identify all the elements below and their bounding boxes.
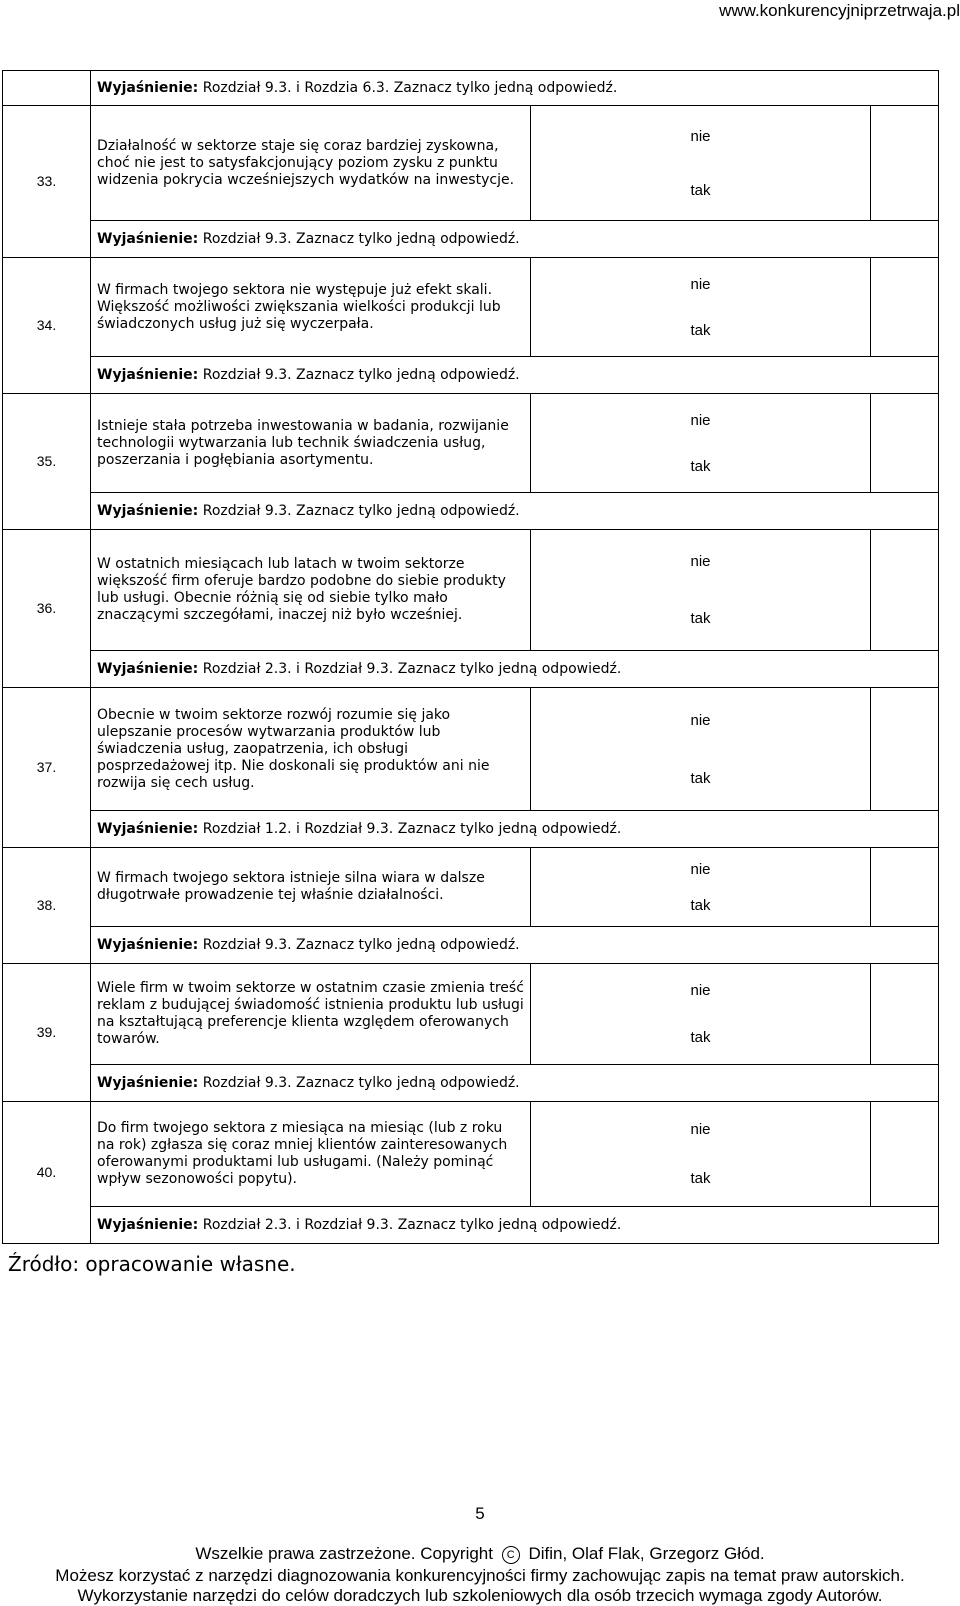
answer-yes[interactable]: tak (690, 610, 711, 627)
answer-yes[interactable]: tak (690, 457, 711, 475)
explanation-prefix: Wyjaśnienie: (97, 660, 199, 677)
explanation-cell (91, 493, 939, 530)
question-text: Istnieje stała potrzeba inwestowania w badania, rozwijanie technologii wytwarzania lub technik świadczenia usług, poszerzania i pogłębiania asortymentu. (91, 394, 531, 493)
explanation-cell (91, 811, 939, 848)
explanation-prefix: Wyjaśnienie: (97, 79, 199, 96)
answer-options (531, 106, 871, 221)
question-text: Wiele firm w twoim sektorze w ostatnim czasie zmienia treść reklam z budującej świadomość istnienia produktu lub usługi na kształtującą preferencje klienta względem oferowanych towarów. (91, 964, 531, 1065)
explanation-row (3, 651, 939, 688)
answer-options (531, 848, 871, 927)
footer-copyright-prefix: Wszelkie prawa zastrzeżone. Copyright (195, 1544, 493, 1563)
explanation-prefix: Wyjaśnienie: (97, 820, 199, 837)
explanation-prefix: Wyjaśnienie: (97, 936, 199, 953)
question-number: 36. (3, 530, 91, 688)
source-note: Źródło: opracowanie własne. (8, 1252, 296, 1276)
explanation-text: Rozdział 9.3. Zaznacz tylko jedną odpowiedź. (202, 936, 520, 953)
page-number: 5 (475, 1504, 485, 1523)
answer-options (531, 1102, 871, 1207)
answer-yes[interactable]: tak (690, 321, 711, 339)
footer-copyright (0, 1543, 960, 1564)
explanation-prefix: Wyjaśnienie: (97, 1216, 199, 1233)
answer-no[interactable]: nie (690, 275, 711, 293)
question-row (3, 688, 939, 811)
answer-options (531, 530, 871, 651)
question-number: 40. (3, 1102, 91, 1244)
explanation-cell (91, 927, 939, 964)
answer-no[interactable]: nie (690, 553, 711, 570)
explanation-cell (91, 71, 939, 106)
question-number: 35. (3, 394, 91, 530)
question-text: W ostatnich miesiącach lub latach w twoim sektorze większość firm oferuje bardzo podobne do siebie produkty lub usługi. Obecnie różnią się od siebie tylko mało znaczącymi szczegółami, inaczej niż było wcześniej. (91, 530, 531, 651)
answer-no[interactable]: nie (690, 127, 711, 145)
explanation-text: Rozdział 1.2. i Rozdział 9.3. Zaznacz tylko jedną odpowiedź. (202, 820, 622, 837)
explanation-prefix: Wyjaśnienie: (97, 230, 199, 247)
answer-no[interactable]: nie (690, 711, 711, 729)
question-row (3, 106, 939, 221)
answer-mark-cell[interactable] (871, 394, 939, 493)
question-number: 37. (3, 688, 91, 848)
answer-no[interactable]: nie (690, 860, 711, 878)
explanation-text: Rozdział 9.3. Zaznacz tylko jedną odpowiedź. (202, 230, 520, 247)
explanation-text: Rozdział 9.3. i Rozdzia 6.3. Zaznacz tylko jedną odpowiedź. (202, 79, 618, 96)
explanation-text: Rozdział 2.3. i Rozdział 9.3. Zaznacz tylko jedną odpowiedź. (202, 660, 622, 677)
answer-mark-cell[interactable] (871, 964, 939, 1065)
explanation-text: Rozdział 9.3. Zaznacz tylko jedną odpowiedź. (202, 502, 520, 519)
footer-line-2: Możesz korzystać z narzędzi diagnozowania konkurencyjności firmy zachowując zapis na temat praw autorskich. (55, 1566, 905, 1585)
answer-yes[interactable]: tak (690, 896, 711, 914)
question-text: Obecnie w twoim sektorze rozwój rozumie się jako ulepszanie procesów wytwarzania produktów lub świadczenia usług, zaopatrzenia, ich obsługi posprzedażowej itp. Nie doskonali się produktów ani nie rozwija się cech usług. (91, 688, 531, 811)
explanation-cell (91, 651, 939, 688)
question-row (3, 394, 939, 493)
question-text: Działalność w sektorze staje się coraz bardziej zyskowna, choć nie jest to satysfakcjonujący poziom zysku z punktu widzenia pokrycia wcześniejszych wydatków na inwestycje. (91, 106, 531, 221)
footer-copyright-authors: Difin, Olaf Flak, Grzegorz Głód. (528, 1544, 765, 1563)
answer-yes[interactable]: tak (690, 181, 711, 199)
answer-options (531, 258, 871, 357)
explanation-row (3, 1207, 939, 1244)
question-number: 33. (3, 106, 91, 258)
question-row (3, 258, 939, 357)
explanation-row (3, 221, 939, 258)
explanation-row (3, 493, 939, 530)
answer-options (531, 688, 871, 811)
explanation-row (3, 811, 939, 848)
answer-no[interactable]: nie (690, 411, 711, 429)
explanation-row (3, 927, 939, 964)
explanation-cell (91, 221, 939, 258)
answer-mark-cell[interactable] (871, 106, 939, 221)
answer-no[interactable]: nie (690, 982, 711, 999)
question-text: Do firm twojego sektora z miesiąca na miesiąc (lub z roku na rok) zgłasza się coraz mniej klientów zainteresowanych oferowanymi produktami lub usługami. (Należy pominąć wpływ sezonowości popytu). (91, 1102, 531, 1207)
explanation-cell (91, 1065, 939, 1102)
answer-yes[interactable]: tak (690, 1170, 711, 1187)
explanation-cell (91, 1207, 939, 1244)
footer-line-3: Wykorzystanie narzędzi do celów doradczych lub szkoleniowych dla osób trzecich wymaga zgody Autorów. (77, 1586, 883, 1605)
site-url[interactable]: www.konkurencyjniprzetrwaja.pl (719, 1, 960, 20)
explanation-prefix: Wyjaśnienie: (97, 366, 199, 383)
question-row (3, 964, 939, 1065)
copyright-icon: C (502, 1546, 520, 1564)
answer-mark-cell[interactable] (871, 258, 939, 357)
answer-mark-cell[interactable] (871, 530, 939, 651)
answer-options (531, 394, 871, 493)
explanation-row (3, 357, 939, 394)
questionnaire-table (2, 70, 939, 1244)
answer-mark-cell[interactable] (871, 1102, 939, 1207)
explanation-cell (91, 357, 939, 394)
question-number: 34. (3, 258, 91, 394)
answer-yes[interactable]: tak (690, 1029, 711, 1046)
answer-mark-cell[interactable] (871, 848, 939, 927)
answer-options (531, 964, 871, 1065)
explanation-text: Rozdział 9.3. Zaznacz tylko jedną odpowiedź. (202, 1074, 520, 1091)
question-row (3, 848, 939, 927)
question-number: 38. (3, 848, 91, 964)
question-row (3, 1102, 939, 1207)
explanation-text: Rozdział 2.3. i Rozdział 9.3. Zaznacz tylko jedną odpowiedź. (202, 1216, 622, 1233)
answer-yes[interactable]: tak (690, 769, 711, 787)
explanation-row (3, 1065, 939, 1102)
answer-mark-cell[interactable] (871, 688, 939, 811)
question-text: W firmach twojego sektora nie występuje już efekt skali. Większość możliwości zwiększania wielkości produkcji lub świadczonych usług już się wyczerpała. (91, 258, 531, 357)
explanation-row (3, 71, 939, 106)
question-row (3, 530, 939, 651)
answer-no[interactable]: nie (690, 1121, 711, 1138)
explanation-prefix: Wyjaśnienie: (97, 502, 199, 519)
question-text: W firmach twojego sektora istnieje silna wiara w dalsze długotrwałe prowadzenie tej właśnie działalności. (91, 848, 531, 927)
question-number: 39. (3, 964, 91, 1102)
explanation-prefix: Wyjaśnienie: (97, 1074, 199, 1091)
explanation-text: Rozdział 9.3. Zaznacz tylko jedną odpowiedź. (202, 366, 520, 383)
